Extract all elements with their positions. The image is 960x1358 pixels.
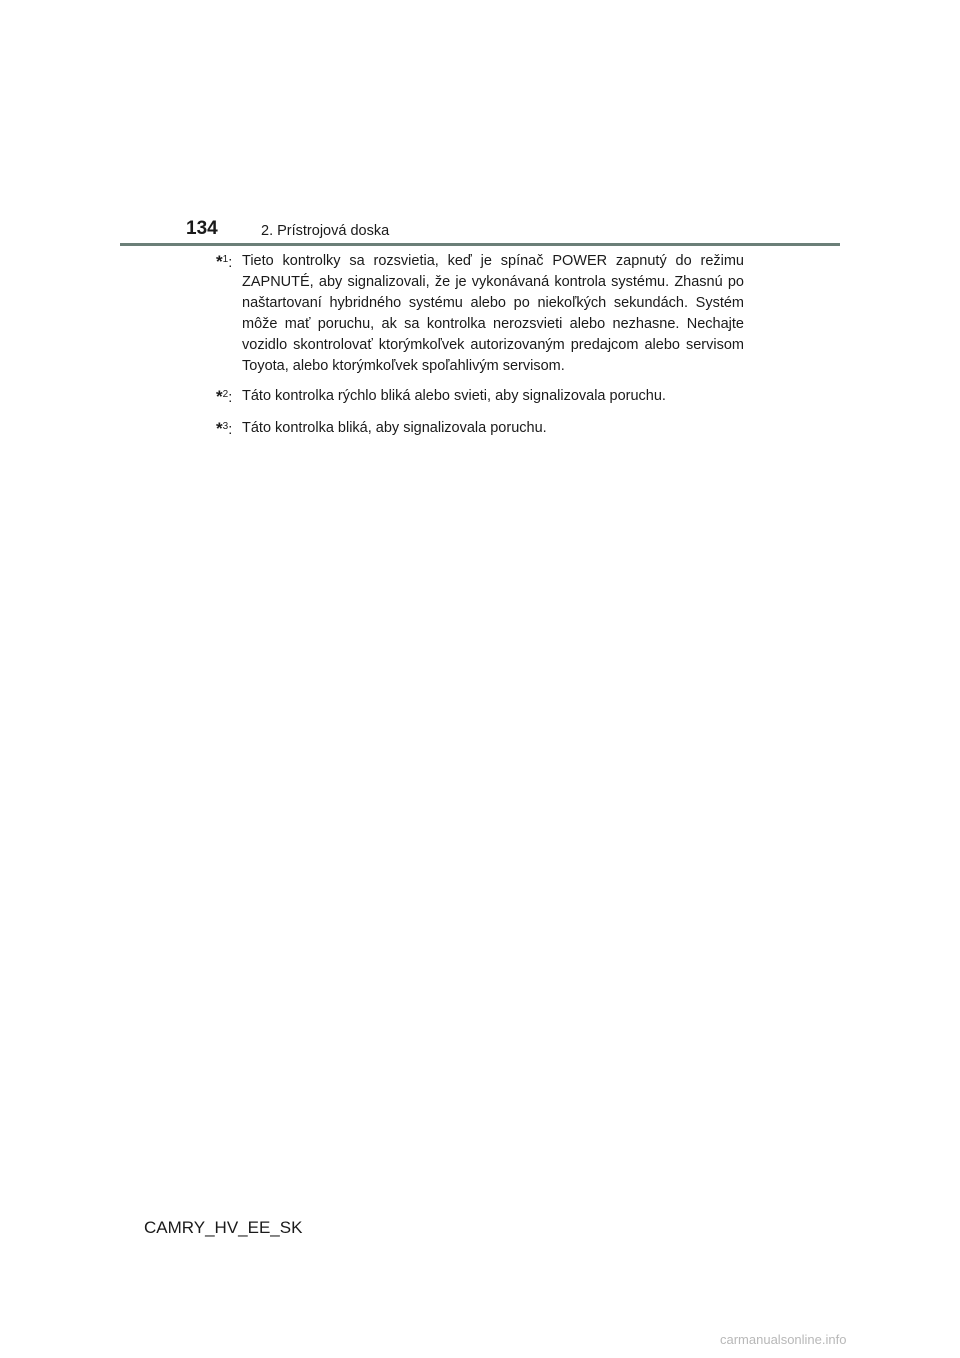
footnote-number: 3 — [222, 421, 229, 432]
section-title: 2. Prístrojová doska — [261, 223, 390, 239]
watermark: carmanualsonline.info — [720, 1332, 847, 1347]
footnote-marker — [216, 418, 242, 441]
footnote-number: 1 — [222, 254, 229, 265]
footnote-1 — [216, 251, 744, 377]
document-code: CAMRY_HV_EE_SK — [144, 1218, 303, 1237]
footnote-colon: : — [228, 422, 233, 438]
footnote-3 — [216, 418, 744, 441]
footnote-text: Táto kontrolka bliká, aby signalizovala poruchu. — [242, 420, 547, 436]
footnote-marker — [216, 251, 242, 274]
footnote-colon: : — [228, 255, 233, 271]
header-divider — [120, 243, 840, 246]
footnote-colon: : — [228, 390, 233, 406]
asterisk-icon: * — [216, 387, 223, 406]
page-number: 134 — [186, 218, 218, 239]
footnote-text: Táto kontrolka rýchlo bliká alebo svieti, aby signalizovala poruchu. — [242, 388, 666, 404]
footnote-marker — [216, 386, 242, 409]
footnote-list — [216, 251, 744, 450]
asterisk-icon: * — [216, 419, 223, 438]
footnote-2 — [216, 386, 744, 409]
asterisk-icon: * — [216, 252, 223, 271]
footnote-number: 2 — [222, 389, 229, 400]
footnote-text: Tieto kontrolky sa rozsvietia, keď je spínač POWER zapnutý do režimu ZAPNUTÉ, aby signalizovali, že je vykonávaná kontrola systému. Zhasnú po naštartovaní hybridného systému alebo po niekoľkých sekundách. Systém môže mať poruchu, ak sa kontrolka nerozsvieti alebo nezhasne. Nechajte vozidlo skontrolovať ktorýmkoľvek autorizovaným predajcom alebo servisom Toyota, alebo ktorýmkoľvek spoľahlivým servisom. — [242, 253, 744, 374]
